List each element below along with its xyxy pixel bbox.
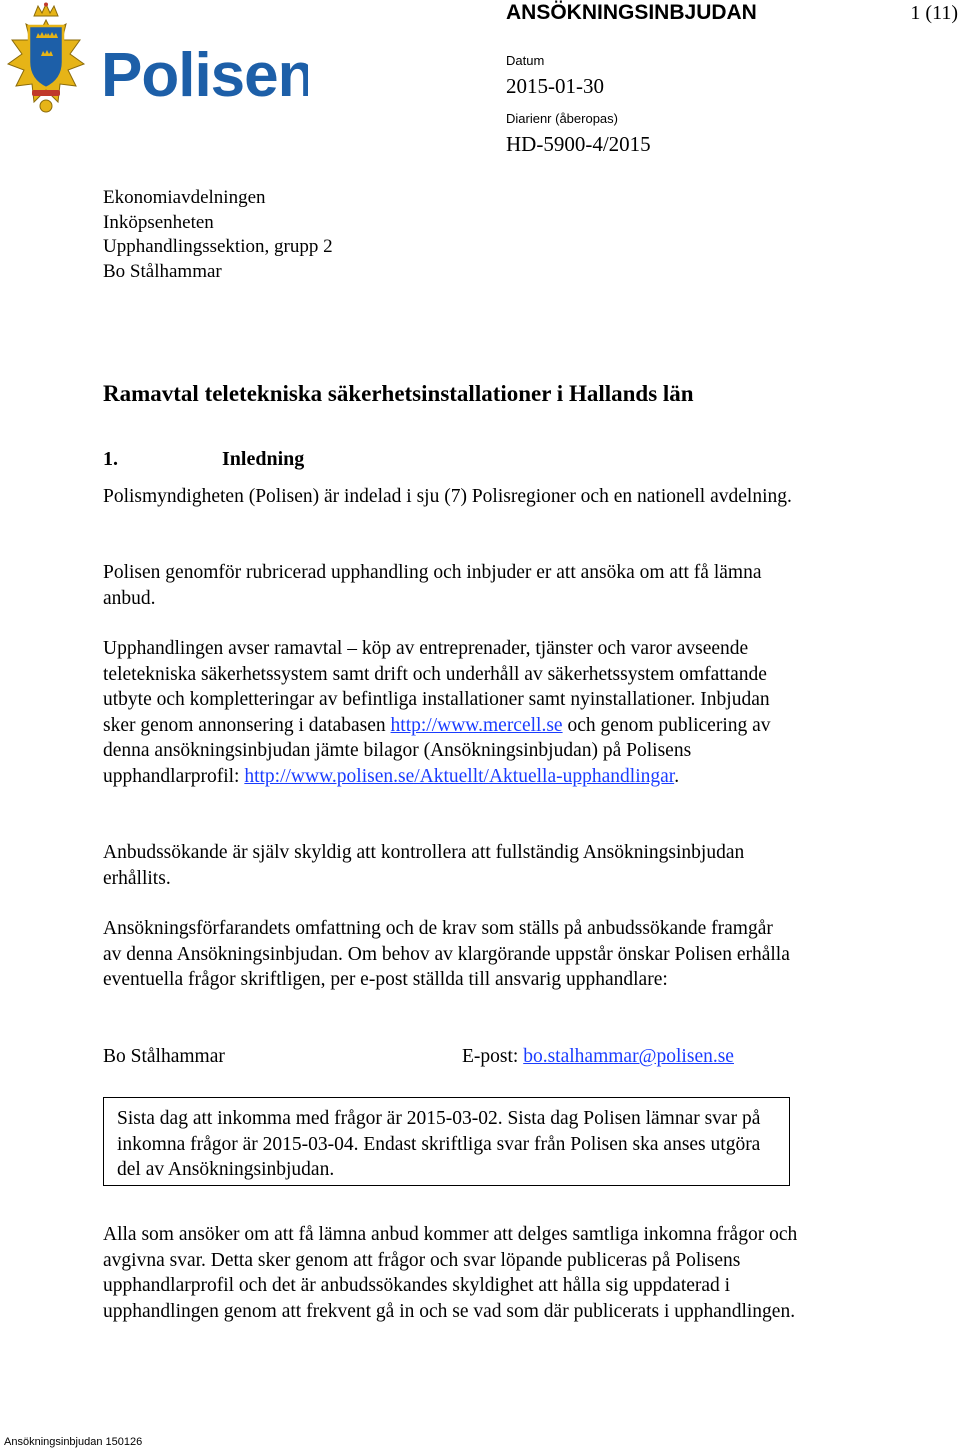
page-number: 1 (11) (910, 2, 958, 24)
paragraph-4 (103, 840, 793, 891)
footer-text: Ansökningsinbjudan 150126 (4, 1436, 143, 1448)
paragraph-2-text: Polisen genomför rubricerad upphandling och inbjuder er att ansöka om att få lämna anbud. (103, 562, 762, 609)
sender-section: Upphandlingssektion, grupp 2 (103, 236, 333, 257)
paragraph-5 (103, 916, 793, 993)
paragraph-3-text-c: . (674, 765, 680, 787)
document-title: Ramavtal teletekniska säkerhetsinstallationer i Hallands län (103, 381, 694, 406)
paragraph-3 (103, 636, 793, 789)
contact-name: Bo Stålhammar (103, 1046, 225, 1067)
deadline-box (103, 1097, 790, 1186)
sender-block (103, 186, 333, 284)
paragraph-7-text: Alla som ansöker om att få lämna anbud kommer att delges samtliga inkomna frågor och avgivna svar. Detta sker genom att frågor och svar löpande publiceras på Polisens upphandlarprofil och det är anbudssökandes skyldighet att hålla sig uppdaterad i upphandlingen genom att frekvent gå in och se vad som där publicerats i upphandlingen. (103, 1224, 798, 1322)
paragraph-4-text: Anbudssökande är själv skyldig att kontrollera att fullständig Ansökningsinbjudan erhållits. (103, 842, 745, 889)
paragraph-3-text-a: Upphandlingen avser ramavtal – köp av entreprenader, tjänster och varor avseende teletekniska säkerhetssystem samt drift och underhåll av säkerhetssystem omfattande utbyte och kompletteringar av befintliga installationer samt nyinstallationer. Inbjudan sker genom annonsering i databasen (103, 638, 770, 736)
paragraph-1 (103, 484, 803, 510)
email-link[interactable]: bo.stalhammar@polisen.se (523, 1046, 734, 1067)
sender-name: Bo Stålhammar (103, 260, 222, 282)
document-type: ANSÖKNINGSINBJUDAN (506, 1, 757, 24)
polisen-procurement-link[interactable]: http://www.polisen.se/Aktuellt/Aktuella-upphandlingar (244, 765, 675, 787)
paragraph-5-text: Ansökningsförfarandets omfattning och de krav som ställs på anbudssökande framgår av denna Ansökningsinbjudan. Om behov av klargörande uppstår önskar Polisen erhålla eventuella frågor skriftligen, per e-post ställda till ansvarig upphandlare: (103, 918, 790, 990)
paragraph-3-text-b: och genom publicering av denna ansökningsinbjudan jämte bilagor (Ansökningsinbjudan) på Polisens upphandlarprofil: (103, 714, 771, 787)
deadline-box-text: Sista dag att inkomma med frågor är 2015-03-02. Sista dag Polisen lämnar svar på inkomna frågor är 2015-03-04. Endast skriftliga svar från Polisen ska anses utgöra del av Ansökningsinbjudan. (117, 1108, 761, 1180)
paragraph-7 (103, 1222, 803, 1324)
ref-label: Diarienr (åberopas) (506, 111, 618, 126)
sender-unit: Inköpsenheten (103, 211, 214, 233)
polisen-logo (4, 2, 308, 118)
logo-wordmark: Polisen (101, 41, 308, 110)
date-value: 2015-01-30 (506, 74, 604, 98)
date-label: Datum (506, 53, 545, 68)
sender-department: Ekonomiavdelningen (103, 187, 266, 208)
email-label: E-post: (462, 1046, 524, 1067)
ref-value: HD-5900-4/2015 (506, 132, 651, 156)
contact-email-line (462, 1044, 802, 1070)
section-number: 1. (103, 448, 118, 470)
section-heading: Inledning (222, 448, 305, 470)
police-badge-icon (8, 3, 84, 113)
mercell-link[interactable]: http://www.mercell.se (390, 714, 563, 736)
paragraph-1-text: Polismyndigheten (Polisen) är indelad i sju (7) Polisregioner och en nationell avdelning. (103, 486, 792, 507)
paragraph-2 (103, 560, 803, 611)
